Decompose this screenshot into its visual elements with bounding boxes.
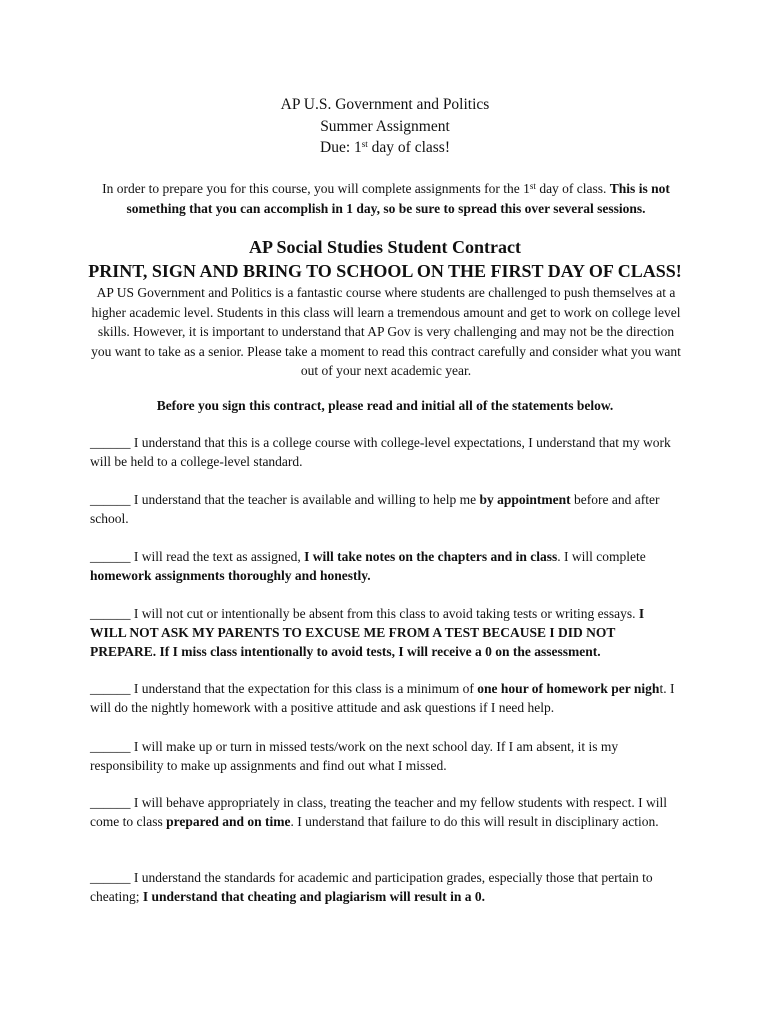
statement-item: ______ I will read the text as assigned, I will take notes on the chapters and in class. I will complete homework assignments thoroughly and honestly.: [90, 549, 646, 583]
statement-item: ______ I understand that the teacher is available and willing to help me by appointment before and after school.: [90, 492, 660, 526]
initial-blank[interactable]: ______: [90, 492, 131, 507]
initial-blank[interactable]: ______: [90, 549, 131, 564]
due-date: Due: 1st day of class!: [320, 139, 450, 156]
assignment-header: [0, 94, 770, 159]
print-sign-heading: PRINT, SIGN AND BRING TO SCHOOL ON THE FIRST DAY OF CLASS!: [88, 261, 682, 281]
statement-item: ______ I understand the standards for academic and participation grades, especially those that pertain to cheating; I understand that cheating and plagiarism will result in a 0.: [90, 870, 653, 904]
initial-instruction: Before you sign this contract, please read and initial all of the statements below.: [156, 398, 614, 413]
initial-blank[interactable]: ______: [90, 795, 131, 810]
initial-blank[interactable]: ______: [90, 739, 131, 754]
initial-blank[interactable]: ______: [90, 606, 131, 621]
intro-paragraph: In order to prepare you for this course, you will complete assignments for the 1st day of class. This is not something that you can accomplish in 1 day, so be sure to spread this over several sessions.: [102, 181, 670, 216]
statement-item: ______ I understand that the expectation for this class is a minimum of one hour of homework per night. I will do the nightly homework with a positive attitude and ask questions if I need help.: [90, 681, 675, 715]
statement-item: ______ I understand that this is a college course with college-level expectations, I understand that my work will be held to a college-level standard.: [90, 435, 671, 469]
contract-paragraph: AP US Government and Politics is a fantastic course where students are challenged to push themselves at a higher academic level. Students in this class will learn a tremendous amount and get to work on college level skills. However, it is important to understand that AP Gov is very challenging and may not be the direction you want to take as a senior. Please take a moment to read this contract carefully and consider what you want out of your next academic year.: [91, 285, 681, 378]
initial-blank[interactable]: ______: [90, 435, 131, 450]
initial-blank[interactable]: ______: [90, 870, 131, 885]
assignment-title: Summer Assignment: [320, 117, 450, 135]
initial-blank[interactable]: ______: [90, 681, 131, 696]
statement-item: ______ I will not cut or intentionally be absent from this class to avoid taking tests or writing essays. I WILL NOT ASK MY PARENTS TO EXCUSE ME FROM A TEST BECAUSE I DID NOT PREPARE. If I miss class intentionally to avoid tests, I will receive a 0 on the assessment.: [90, 606, 645, 659]
statement-item: ______ I will behave appropriately in class, treating the teacher and my fellow students with respect. I will come to class prepared and on time. I understand that failure to do this will result in disciplinary action.: [90, 795, 667, 829]
course-title: AP U.S. Government and Politics: [280, 96, 490, 113]
contract-title: AP Social Studies Student Contract: [248, 237, 522, 257]
statement-item: ______ I will make up or turn in missed tests/work on the next school day. If I am absent, it is my responsibility to make up assignments and find out what I missed.: [90, 739, 619, 773]
